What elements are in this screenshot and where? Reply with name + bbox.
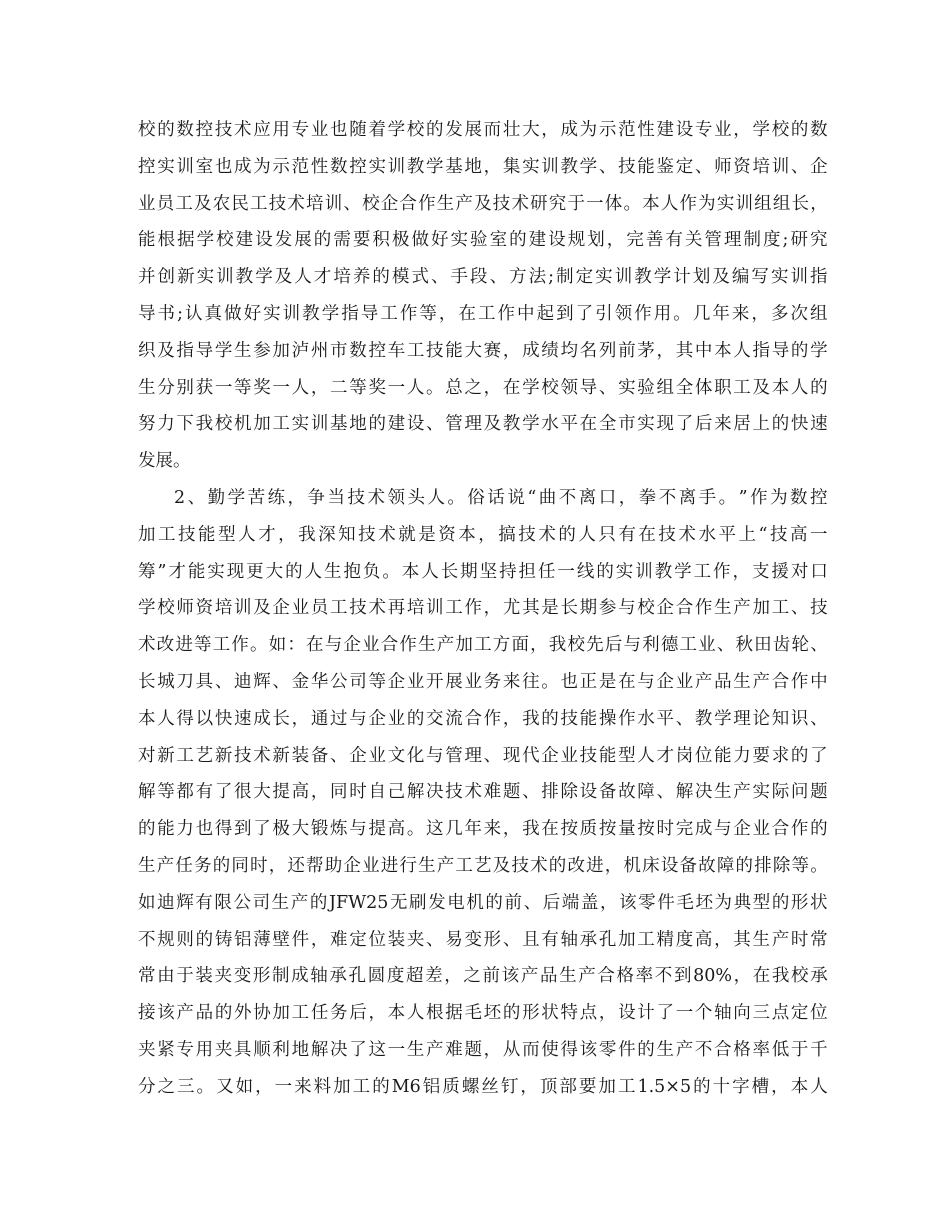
text-line: 接 该 产 品 的 外 协 加 工 任 务 后 ， 本 人 根 据 毛 坯 的 形 状 特 点 ， 设 计 了 一 个 轴 向 三 点 定 位 [138, 1003, 828, 1024]
text-line: 控 实 训 室 也 成 为 示 范 性 数 控 实 训 教 学 基 地 ， 集 实 训 教 学 、 技 能 鉴 定 、 师 资 培 训 、 企 [138, 156, 828, 177]
text-line: 发 展 。 [138, 451, 191, 472]
text-line: 本 人 得 以 快 速 成 长 ， 通 过 与 企 业 的 交 流 合 作 ， 我 的 技 能 操 作 水 平 、 教 学 理 论 知 识 、 [138, 708, 828, 729]
text-line: 2 、 勤 学 苦 练 ， 争 当 技 术 领 头 人 。 俗 话 说 “ 曲 不 离 口 ， 拳 不 离 手 。 ” 作 为 数 控 [174, 487, 828, 508]
text-line: 筹 ” 才 能 实 现 更 大 的 人 生 抱 负 。 本 人 长 期 坚 持 担 任 一 线 的 实 训 教 学 工 作 ， 支 援 对 口 [138, 561, 828, 582]
text-line: 对 新 工 艺 新 技 术 新 装 备 、 企 业 文 化 与 管 理 、 现 代 企 业 技 能 型 人 才 岗 位 能 力 要 求 的 了 [138, 745, 828, 766]
text-line: 术 改 进 等 工 作 。 如 ： 在 与 企 业 合 作 生 产 加 工 方 面 ， 我 校 先 后 与 利 德 工 业 、 秋 田 齿 轮 、 [138, 635, 828, 656]
text-line: 织 及 指 导 学 生 参 加 泸 州 市 数 控 车 工 技 能 大 赛 ， 成 绩 均 名 列 前 茅 ， 其 中 本 人 指 导 的 学 [138, 340, 828, 361]
text-line: 分 之 三 。 又 如 ， 一 来 料 加 工 的 M6 铝 质 螺 丝 钉 ， 顶 部 要 加 工 1.5×5 的 十 字 槽 ， 本 人 [138, 1076, 828, 1097]
text-line: 生 分 别 获 一 等 奖 一 人 ， 二 等 奖 一 人 。 总 之 ， 在 学 校 领 导 、 实 验 组 全 体 职 工 及 本 人 的 [138, 377, 828, 398]
body-text [138, 112, 828, 1106]
text-line: 努 力 下 我 校 机 加 工 实 训 基 地 的 建 设 、 管 理 及 教 学 水 平 在 全 市 实 现 了 后 来 居 上 的 快 速 [138, 414, 828, 435]
text-line: 导 书 ; 认 真 做 好 实 训 教 学 指 导 工 作 等 ， 在 工 作 中 起 到 了 引 领 作 用 。 几 年 来 ， 多 次 组 [138, 303, 828, 324]
text-line: 的 能 力 也 得 到 了 极 大 锻 炼 与 提 高 。 这 几 年 来 ， 我 在 按 质 按 量 按 时 完 成 与 企 业 合 作 的 [138, 819, 828, 840]
text-line: 解 等 都 有 了 很 大 提 高 ， 同 时 自 己 解 决 技 术 难 题 、 排 除 设 备 故 障 、 解 决 生 产 实 际 问 题 [138, 782, 828, 803]
text-line: 夹 紧 专 用 夹 具 顺 利 地 解 决 了 这 一 生 产 难 题 ， 从 而 使 得 该 零 件 的 生 产 不 合 格 率 低 于 千 [138, 1039, 828, 1060]
text-line: 长 城 刀 具 、 迪 辉 、 金 华 公 司 等 企 业 开 展 业 务 来 往 。 也 正 是 在 与 企 业 产 品 生 产 合 作 中 [138, 671, 828, 692]
text-line: 如 迪 辉 有 限 公 司 生 产 的 JFW25 无 刷 发 电 机 的 前 、 后 端 盖 ， 该 零 件 毛 坯 为 典 型 的 形 状 [138, 892, 828, 913]
text-line: 不 规 则 的 铸 铝 薄 壁 件 ， 难 定 位 装 夹 、 易 变 形 、 且 有 轴 承 孔 加 工 精 度 高 ， 其 生 产 时 常 [138, 929, 828, 950]
text-line: 生 产 任 务 的 同 时 ， 还 帮 助 企 业 进 行 生 产 工 艺 及 技 术 的 改 进 ， 机 床 设 备 故 障 的 排 除 等 。 [138, 855, 828, 876]
text-line: 能 根 据 学 校 建 设 发 展 的 需 要 积 极 做 好 实 验 室 的 建 设 规 划 ， 完 善 有 关 管 理 制 度 ; 研 究 [138, 230, 828, 251]
text-line: 加 工 技 能 型 人 才 ， 我 深 知 技 术 就 是 资 本 ， 搞 技 术 的 人 只 有 在 技 术 水 平 上 “ 技 高 一 [138, 524, 828, 545]
text-line: 常 由 于 装 夹 变 形 制 成 轴 承 孔 圆 度 超 差 ， 之 前 该 产 品 生 产 合 格 率 不 到 80% ， 在 我 校 承 [138, 966, 828, 987]
text-line: 并 创 新 实 训 教 学 及 人 才 培 养 的 模 式 、 手 段 、 方 法 ; 制 定 实 训 教 学 计 划 及 编 写 实 训 指 [138, 267, 828, 288]
text-line: 业 员 工 及 农 民 工 技 术 培 训 、 校 企 合 作 生 产 及 技 术 研 究 于 一 体 。 本 人 作 为 实 训 组 组 长 ， [138, 193, 828, 214]
text-line: 校 的 数 控 技 术 应 用 专 业 也 随 着 学 校 的 发 展 而 壮 大 ， 成 为 示 范 性 建 设 专 业 ， 学 校 的 数 [138, 120, 828, 140]
text-line: 学 校 师 资 培 训 及 企 业 员 工 技 术 再 培 训 工 作 ， 尤 其 是 长 期 参 与 校 企 合 作 生 产 加 工 、 技 [138, 598, 828, 619]
